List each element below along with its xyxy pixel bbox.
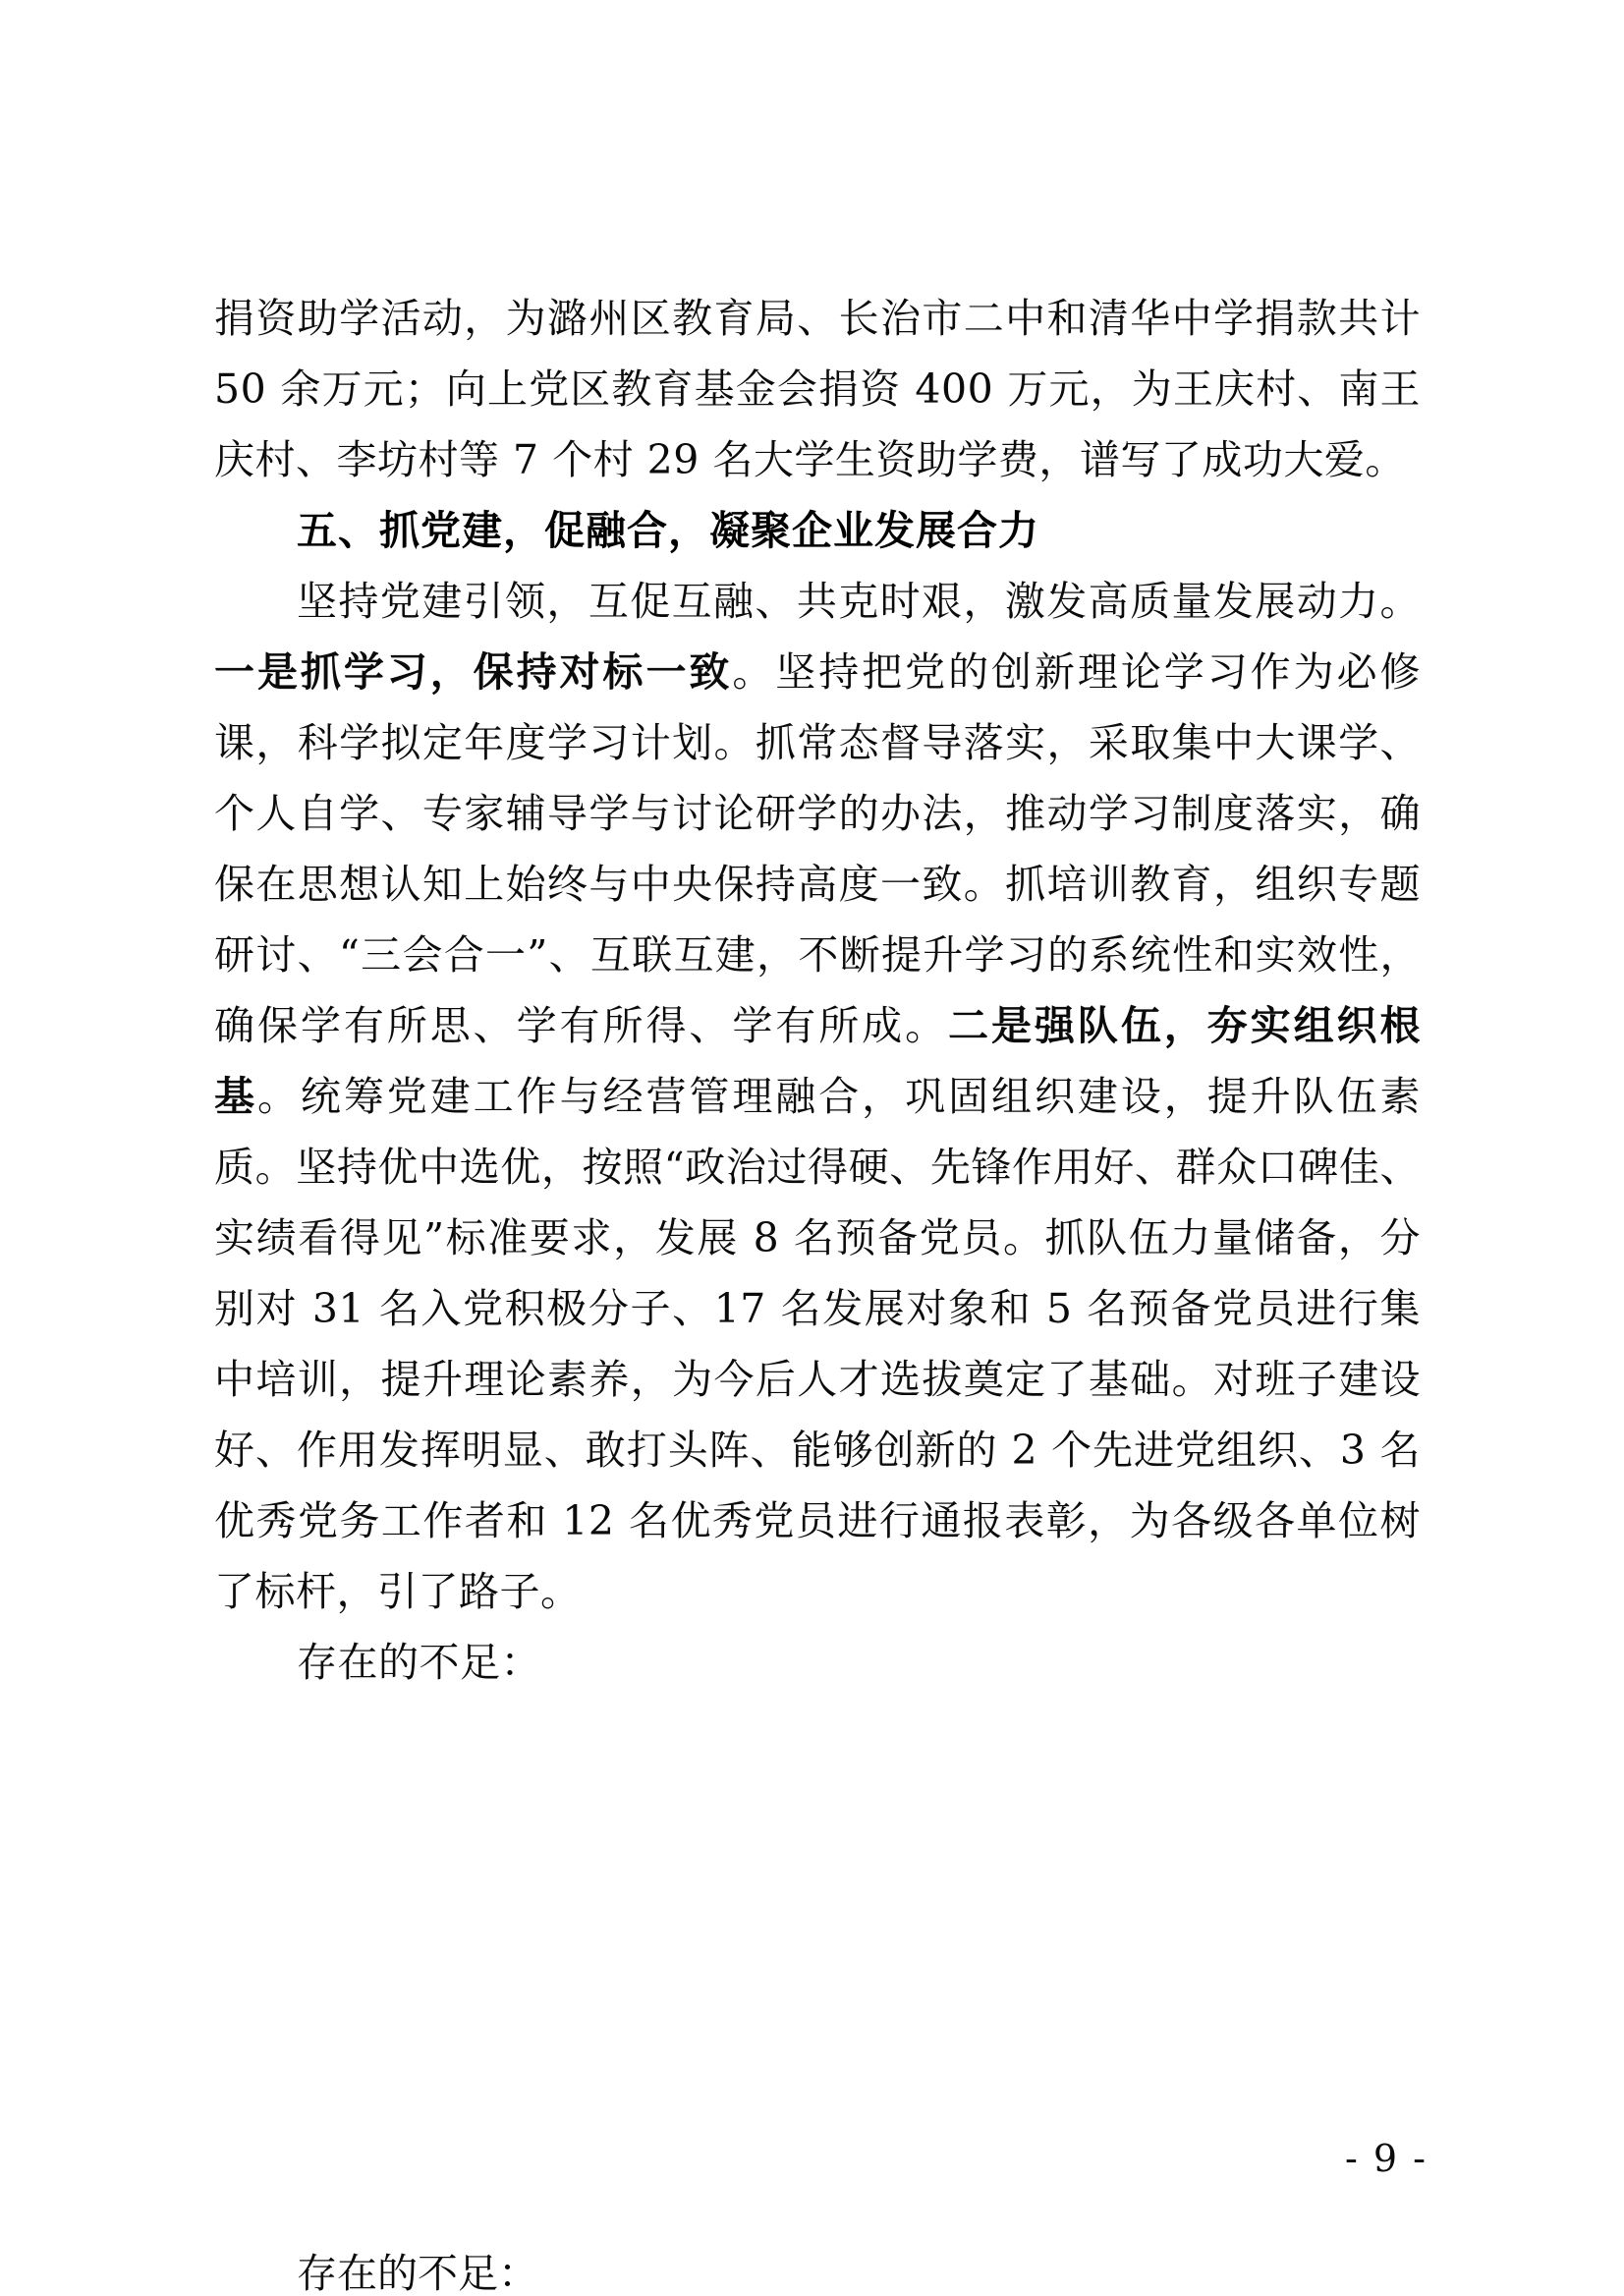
para-bold-a: 一是抓学习，保持对标一致	[214, 648, 733, 696]
page-body	[214, 283, 1421, 1698]
paragraph-shortcomings: 存在的不足：	[297, 1639, 541, 1686]
para-text-c: 。统筹党建工作与经营管理融合，巩固组织建设，提升队伍素质。坚持优中选优，按照“政治过得硬、先锋作用好、群众口碑佳、实绩看得见”标准要求，发展 8 名预备党员。抓队伍力量储备，分别对 31 名入党积极分子、17 名发展对象和 5 名预备党员进行集中培训，提升理论素养，为今后人才选拔奠定了基础。对班子建设好、作用发挥明显、敢打头阵、能够创新的 2 个先进党组织、3 名优秀党务工作者和 12 名优秀党员进行通报表彰，为各级各单位树了标杆，引了路子。	[214, 1073, 1422, 1615]
paragraph-donation: 捐资助学活动，为潞州区教育局、长治市二中和清华中学捐款共计 50 余万元；向上党区教育基金会捐资 400 万元，为王庆村、南王庆村、李坊村等 7 个村 29 名大学生资助学费，谱写了成功大爱。	[214, 295, 1421, 483]
para-bold-b: 二是强队伍，夯实组织根基	[214, 1002, 1422, 1120]
paragraph-shortcomings-cut: 存在的不足：	[297, 2250, 538, 2296]
section-heading-five: 五、抓党建，促融合，凝聚企业发展合力	[297, 507, 1039, 554]
paragraph-party-building	[214, 566, 1421, 1627]
page-number: - 9 -	[1344, 2137, 1428, 2180]
para-text-a: 坚持党建引领，互促互融、共克时艰，激发高质量发展动力。	[297, 578, 1421, 625]
para-text-b: 。坚持把党的创新理论学习作为必修课，科学拟定年度学习计划。抓常态督导落实，采取集中大课学、个人自学、专家辅导学与讨论研学的办法，推动学习制度落实，确保在思想认知上始终与中央保持高度一致。抓培训教育，组织专题研讨、“三会合一”、互联互建，不断提升学习的系统性和实效性，确保学有所思、学有所得、学有所成。	[214, 648, 1422, 1049]
